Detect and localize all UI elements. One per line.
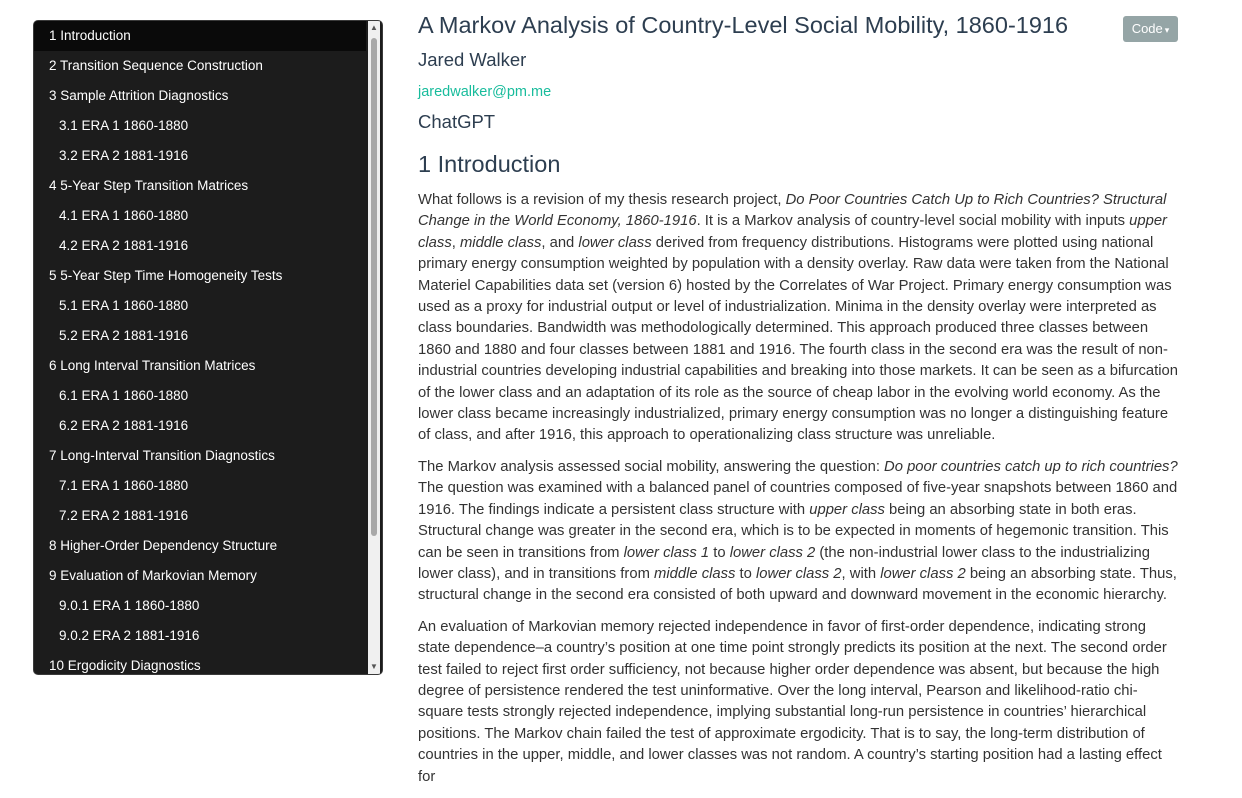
text-run: , with — [841, 565, 881, 582]
text-run: The Markov analysis assessed social mobility, answering the question: — [418, 458, 885, 475]
paragraph — [418, 617, 1180, 788]
text-run: , and — [541, 234, 579, 251]
code-dropdown-button[interactable] — [1123, 16, 1178, 42]
text-run: being an absorbing state in both eras. Structural change was greater in the second era, which is to be expected in moments of hegemonic transition. This can be seen in transitions from — [418, 501, 1169, 561]
table-of-contents — [33, 20, 383, 675]
toc-item[interactable]: 9 Evaluation of Markovian Memory — [49, 568, 257, 583]
toc-item[interactable]: 5 5-Year Step Time Homogeneity Tests — [49, 268, 283, 283]
paragraph — [418, 457, 1180, 607]
text-run: , — [451, 234, 460, 251]
text-run: to — [735, 565, 756, 582]
toc-item[interactable]: 5.2 ERA 2 1881-1916 — [59, 328, 189, 343]
author-name: Jared Walker — [418, 49, 527, 70]
page-title: A Markov Analysis of Country-Level Social Mobility, 1860-1916 — [418, 12, 1069, 38]
code-button-label: Code — [1131, 21, 1163, 36]
scroll-thumb[interactable] — [371, 38, 377, 536]
toc-item[interactable]: 4.1 ERA 1 1860-1880 — [59, 208, 189, 223]
text-run: being an absorbing state. Thus, structural change in the second era consisted of both upward and downward movement in the economic hierarchy. — [418, 565, 1177, 604]
text-run: The question was examined with a balanced panel of countries composed of five-year snapshots between 1860 and 1916. The findings indicate a persistent class structure with — [418, 480, 1178, 518]
toc-item[interactable]: 10 Ergodicity Diagnostics — [49, 658, 201, 673]
text-run: derived from frequency distributions. Histograms were plotted using national primary energy consumption weighted by population with a density overlay. Raw data were taken from the National Materiel Capabilities data set (version 6) hosted by the Correlates of War Project. Primary energy consumption was used as a proxy for industrial output or level of industrialization. Minima in the density overlay were interpreted as class boundaries. Bandwidth was methodologically determined. This approach produced three classes between 1860 and 1880 and four classes between 1881 and 1916. The fourth class in the second era was the result of non-industrial countries developing industrial capabilities and breaking into those markets. It can be seen as a bifurcation of the lower class and an adaptation of its role as the source of cheap labor in the evolving world economy. As the lower class became increasingly industrialized, primary energy consumption was no longer a distinguishing feature of class, and after 1916, this approach to operationalizing class structure was unreliable. — [418, 234, 1179, 444]
toc-item[interactable]: 9.0.2 ERA 2 1881-1916 — [59, 628, 200, 643]
toc-item[interactable]: 2 Transition Sequence Construction — [49, 58, 263, 73]
toc-item[interactable]: 5.1 ERA 1 1860-1880 — [59, 298, 189, 313]
emphasis-text: Do poor countries catch up to rich countries? — [884, 458, 1178, 475]
section-heading: 1 Introduction — [418, 151, 561, 177]
author-affiliation: ChatGPT — [418, 111, 496, 132]
toc-item[interactable]: 3.2 ERA 2 1881-1916 — [59, 148, 189, 163]
emphasis-text: lower class 2 — [756, 565, 842, 582]
toc-item[interactable]: 3 Sample Attrition Diagnostics — [49, 88, 229, 103]
emphasis-text: lower class 1 — [623, 544, 710, 561]
scroll-up-arrow-icon[interactable]: ▲ — [370, 23, 378, 32]
text-run: What follows is a revision of my thesis research project, — [418, 192, 786, 208]
toc-item[interactable]: 3.1 ERA 1 1860-1880 — [59, 118, 189, 133]
text-run: (the non-industrial lower class to the industrializing lower class), and in transitions from — [418, 544, 1150, 582]
toc-item[interactable]: 4 5-Year Step Transition Matrices — [49, 178, 249, 193]
section-body — [418, 190, 1180, 798]
toc-list — [34, 21, 366, 675]
emphasis-text: lower class 2 — [729, 544, 816, 561]
emphasis-text: middle class — [459, 234, 542, 251]
toc-item[interactable]: 7 Long-Interval Transition Diagnostics — [49, 448, 275, 463]
paragraph — [418, 190, 1180, 447]
text-run: to — [709, 544, 730, 561]
text-run: . It is a Markov analysis of country-level social mobility with inputs — [696, 213, 1130, 230]
toc-item[interactable]: 7.1 ERA 1 1860-1880 — [59, 478, 189, 493]
toc-item[interactable]: 4.2 ERA 2 1881-1916 — [59, 238, 189, 253]
emphasis-text: upper class — [809, 501, 885, 518]
toc-scrollbar[interactable] — [368, 21, 380, 674]
toc-item[interactable]: 8 Higher-Order Dependency Structure — [49, 538, 278, 553]
emphasis-text: lower class — [578, 234, 652, 251]
author-email-link[interactable]: jaredwalker@pm.me — [418, 84, 552, 100]
toc-item[interactable]: 6.2 ERA 2 1881-1916 — [59, 418, 189, 433]
toc-item[interactable]: 7.2 ERA 2 1881-1916 — [59, 508, 189, 523]
emphasis-text: Do Poor Countries Catch Up to Rich Countries? Structural Change in the World Economy, 1860-1916 — [418, 192, 1167, 230]
toc-item[interactable]: 6.1 ERA 1 1860-1880 — [59, 388, 189, 403]
emphasis-text: lower class 2 — [880, 565, 966, 582]
emphasis-text: upper class — [418, 213, 1167, 251]
toc-item[interactable]: 1 Introduction — [34, 21, 366, 51]
text-run: An evaluation of Markovian memory rejected independence in favor of first-order dependence, indicating strong state dependence–a country’s position at one time point strongly predicts its position at the next. The second order test failed to reject first order sufficiency, not because higher order dependence was absent, but because the high degree of persistence rendered the test uninformative. Over the long interval, Pearson and likelihood-ratio chi-square tests strongly rejected independence, implying substantial long-run persistence in countries’ hierarchical positions. The Markov chain failed the test of approximate ergodicity. That is to say, the long-term distribution of countries in the upper, middle, and lower classes was not random. A country’s starting position had a lasting effect for — [418, 618, 1167, 785]
scroll-down-arrow-icon[interactable]: ▼ — [370, 662, 378, 671]
caret-down-icon: ▾ — [1164, 25, 1170, 35]
emphasis-text: middle class — [654, 565, 736, 582]
toc-item[interactable]: 9.0.1 ERA 1 1860-1880 — [59, 598, 200, 613]
toc-item[interactable]: 6 Long Interval Transition Matrices — [49, 358, 256, 373]
